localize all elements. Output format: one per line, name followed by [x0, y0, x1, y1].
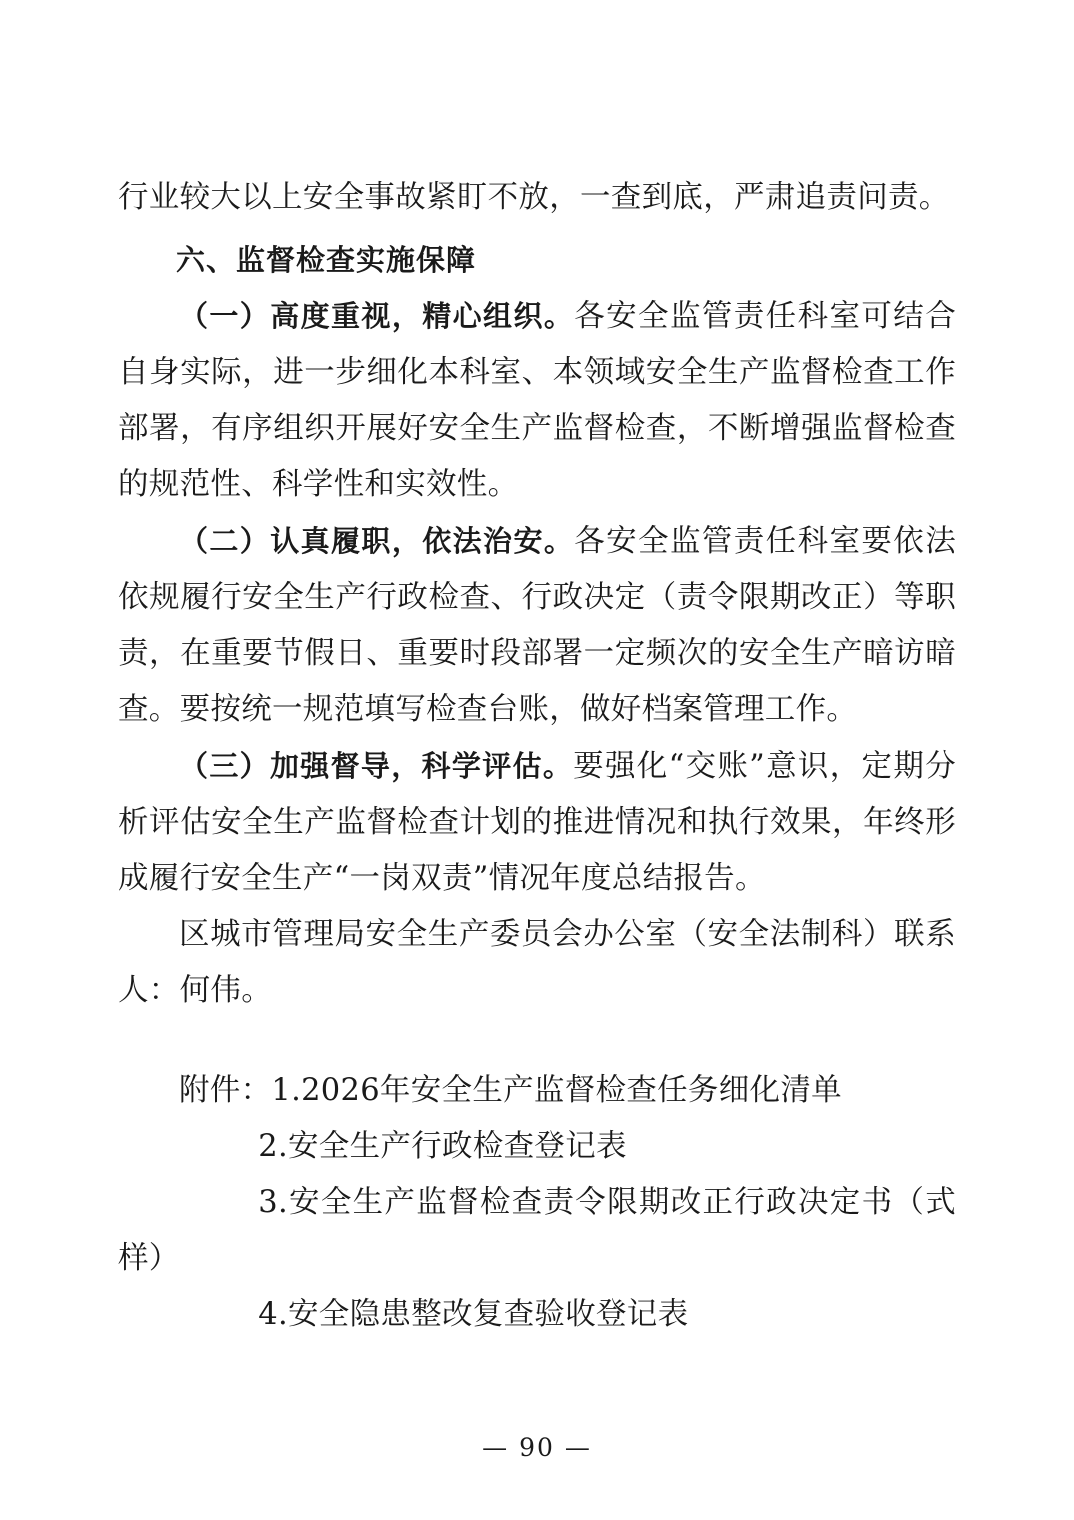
paragraph-item-three-text: 要强化“交账”意识，定期分析评估安全生产监督检查计划的推进情况和执行效果，年终形成履行安全生产“一岗双责”情况年度总结报告。 [118, 749, 956, 896]
document-body [118, 170, 956, 1343]
paragraph-item-two [118, 513, 956, 738]
attachment-item-2: 2.安全生产行政检查登记表 [258, 1129, 627, 1164]
paragraph-item-three [118, 738, 956, 907]
attachment-list [118, 1063, 956, 1343]
paragraph-item-two-lead: （二）认真履职，依法治安。 [179, 524, 575, 558]
attachment-item-4: 4.安全隐患整改复查验收登记表 [258, 1297, 689, 1332]
paragraph-item-one [118, 288, 956, 513]
paragraph-continued: 行业较大以上安全事故紧盯不放，一查到底，严肃追责问责。 [118, 180, 950, 215]
paragraph-item-two-text: 各安全监管责任科室要依法依规履行安全生产行政检查、行政决定（责令限期改正）等职责，在重要节假日、重要时段部署一定频次的安全生产暗访暗查。要按统一规范填写检查台账，做好档案管理工作。 [118, 524, 956, 727]
paragraph-contact: 区城市管理局安全生产委员会办公室（安全法制科）联系人：何伟。 [118, 917, 956, 1008]
attachment-item-3: 3.安全生产监督检查责令限期改正行政决定书（式样） [118, 1185, 956, 1276]
page-footer [0, 1433, 1074, 1462]
paragraph-item-three-lead: （三）加强督导，科学评估。 [179, 749, 574, 783]
paragraph-item-one-lead: （一）高度重视，精心组织。 [179, 299, 575, 333]
attachment-item-1-text: 1.2026年安全生产监督检查任务细化清单 [271, 1073, 842, 1108]
attachment-label: 附件： [179, 1073, 272, 1108]
paragraph-item-one-text: 各安全监管责任科室可结合自身实际，进一步细化本科室、本领域安全生产监督检查工作部署，有序组织开展好安全生产监督检查，不断增强监督检查的规范性、科学性和实效性。 [118, 299, 956, 502]
spacer [118, 1019, 956, 1059]
section-heading-six: 六、监督检查实施保障 [176, 243, 477, 277]
page-number: — 90 — [482, 1433, 592, 1462]
attachment-item-1 [118, 1063, 956, 1119]
